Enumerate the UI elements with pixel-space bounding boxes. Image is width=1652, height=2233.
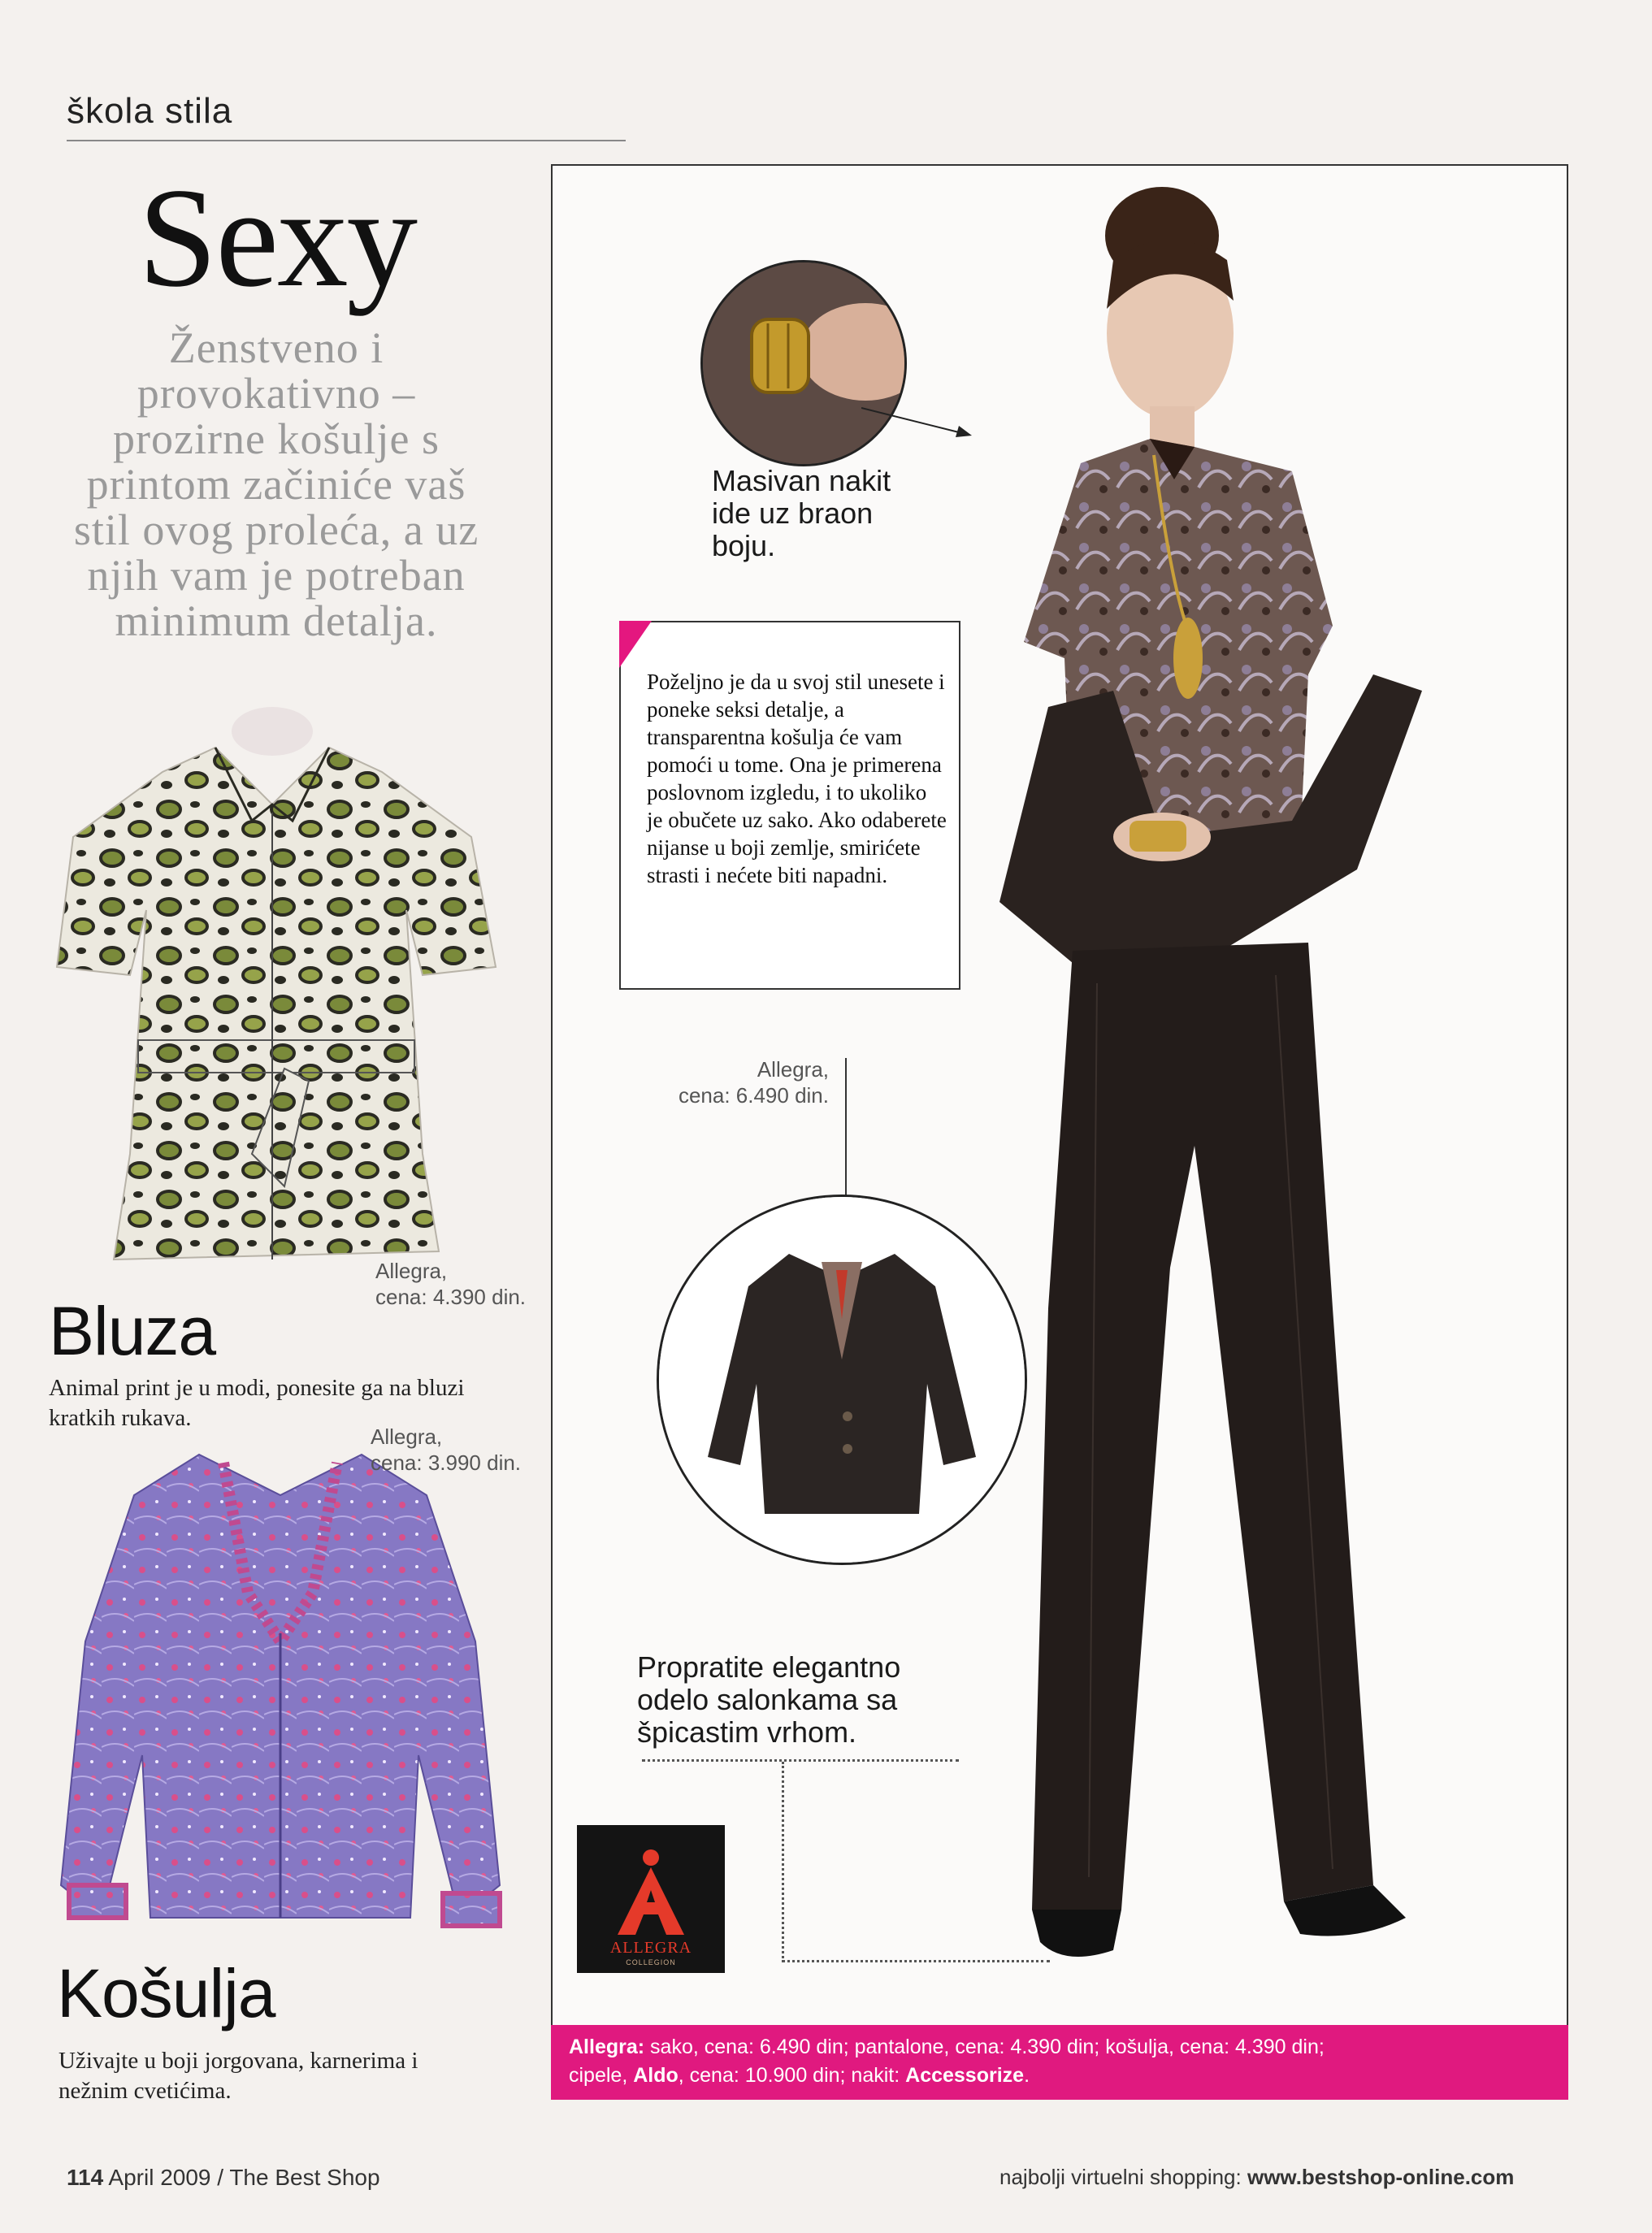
shoes-leader-vertical [782,1762,784,1962]
shoes-leader-horizontal [782,1960,1050,1962]
shirt-price [371,1424,521,1476]
credits-brand-accessorize: Accessorize [905,2064,1025,2087]
shirt-description: Uživajte u boji jorgovana, karnerima i nežnim cvetićima. [59,2048,418,2104]
credits-line-2 [569,2064,1030,2088]
jacket-leader-line [845,1058,847,1196]
blouse-image [41,699,504,1284]
jewelry-caption: Masivan nakit ide uz braon boju. [712,464,891,562]
logo-name: ALLEGRA [609,1939,692,1957]
logo-subtitle: COLLEGION [626,1958,676,1966]
jacket-detail-image [657,1195,1027,1565]
issue-label: April 2009 / The Best Shop [108,2165,380,2190]
footer-tagline: najbolji virtuelni shopping: [999,2165,1242,2189]
footer-right [999,2165,1514,2190]
jacket-price-value: cena: 6.490 din. [678,1083,829,1108]
shirt-title: Košulja [57,1955,275,2031]
credits-line-2-text: , cena: 10.900 din; nakit: [678,2064,900,2087]
model-photo [951,171,1568,2007]
credits-line-1-text: sako, cena: 6.490 din; pantalone, cena: 4.390 din; košulja, cena: 4.390 din; [650,2036,1325,2058]
blouse-price-value: cena: 4.390 din. [375,1285,527,1309]
shirt-price-value: cena: 3.990 din. [371,1450,522,1475]
tip-corner-accent [619,621,652,668]
shoes-caption: Propratite elegantno odelo salonkama sa špicastim vrhom. [637,1650,901,1749]
credits-line-1 [569,2036,1325,2059]
credits-shoes-label: cipele, [569,2064,628,2087]
blouse-title: Bluza [49,1293,216,1369]
blouse-description: Animal print je u modi, ponesite ga na bluzi kratkih rukava. [49,1375,465,1431]
tip-text: Poželjno je da u svoj stil unesete i poneke seksi detalje, a transparentna košulja će vam pomoći u tome. Ona je primerena poslovnom izgledu, i to ukoliko je obučete uz sako. Ako odaberete nijanse u boji zemlje, smirićete strasti i nećete biti napadni. [647,670,947,887]
footer-url[interactable]: www.bestshop-online.com [1247,2165,1515,2189]
intro-text: Ženstveno i provokativno – prozirne košulje s printom začiniće vaš stil ovog proleća, a uz njih vam je potreban minimum detalja. [73,323,479,645]
page-number: 114 [67,2165,104,2190]
jacket-price [642,1056,829,1108]
blouse-price [375,1258,526,1310]
credits-line-2-end: . [1024,2064,1030,2087]
credits-brand-allegra: Allegra: [569,2036,645,2058]
headline: Sexy [138,158,416,316]
footer-left [67,2165,380,2191]
shoes-caption-rule [642,1759,959,1762]
shirt-brand: Allegra, [371,1424,443,1449]
credits-brand-aldo: Aldo [633,2064,679,2087]
arrow-icon [861,406,975,439]
section-rule [67,140,626,141]
blouse-brand: Allegra, [375,1259,448,1283]
section-label: škola stila [67,91,233,131]
shirt-image [37,1430,524,1958]
jacket-brand: Allegra, [757,1057,829,1082]
